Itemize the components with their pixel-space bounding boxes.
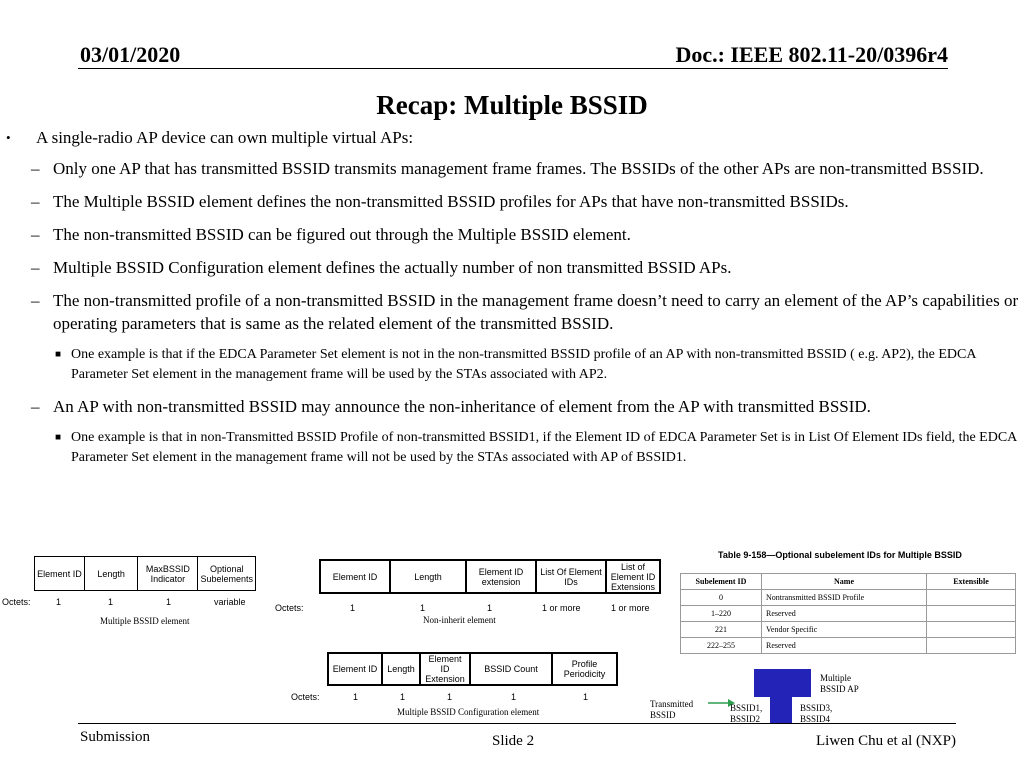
field-format-table (327, 652, 618, 686)
table-title: Table 9-158—Optional subelement IDs for Multiple BSSID (718, 550, 962, 560)
bullet-text: Multiple BSSID Configuration element defines the actually number of non transmitted BSSID APs. (53, 258, 732, 277)
table-row (681, 590, 1016, 606)
bullet-text: One example is that if the EDCA Parameter Set element is not in the non-transmitted BSSID profile of an AP with non-transmitted BSSID ( e.g. AP2), the EDCA Parameter Set element in the management frame will be used by the STAs associated with AP2. (71, 347, 976, 382)
field-cell: Element ID (328, 653, 382, 685)
octet-value: 1 (511, 692, 517, 702)
bullet-text: An AP with non-transmitted BSSID may announce the non-inheritance of element from the AP with transmitted BSSID. (53, 397, 871, 416)
bullet-list (6, 126, 1022, 478)
header-date: 03/01/2020 (80, 42, 181, 67)
octet-value: 1 or more (611, 603, 650, 613)
sub-bullet-item (6, 395, 1022, 418)
table-header-row (681, 574, 1016, 590)
octets-label: Octets: (275, 603, 304, 613)
octet-value: 1 (420, 603, 426, 613)
header-doc-id: Doc.: IEEE 802.11-20/0396r4 (675, 42, 948, 67)
octet-value: 1 (487, 603, 493, 613)
field-cell: Optional Subelements (198, 557, 256, 591)
dash-icon: – (31, 192, 40, 211)
octet-value: 1 (583, 692, 589, 702)
field-cell: MaxBSSID Indicator (138, 557, 198, 591)
table-cell: Nontransmitted BSSID Profile (762, 590, 927, 606)
bssid-block (770, 697, 792, 723)
bullet-text: The non-transmitted profile of a non-transmitted BSSID in the management frame doesn’t need to carry an element of the AP’s capabilities or operating parameters that is same as the related element of the transmitted BSSID. (53, 291, 1019, 333)
bullet-text: Only one AP that has transmitted BSSID transmits management frame frames. The BSSIDs of the other APs are non-transmitted BSSID. (53, 159, 984, 178)
bullet-text: A single-radio AP device can own multiple virtual APs: (36, 128, 414, 147)
sub-bullet-item (6, 256, 1022, 279)
sub-sub-bullet-item (6, 345, 1022, 385)
octet-value: 1 (108, 597, 114, 607)
field-cell: Element ID (35, 557, 85, 591)
field-cell: Element ID extension (466, 560, 536, 593)
figure-caption: Non-inherit element (423, 615, 496, 625)
sub-bullet-item (6, 157, 1022, 180)
column-header: Extensible (927, 574, 1016, 590)
bullet-dot-icon: • (6, 130, 11, 145)
octet-value: 1 (56, 597, 62, 607)
bullet-text: The non-transmitted BSSID can be figured out through the Multiple BSSID element. (53, 225, 631, 244)
octet-value: variable (214, 597, 246, 607)
bssid-group-label: BSSID1, BSSID2 (730, 703, 763, 724)
table-cell: Reserved (762, 638, 927, 654)
sub-bullet-item (6, 190, 1022, 213)
field-cell: Profile Periodicity (552, 653, 617, 685)
slide-title: Recap: Multiple BSSID (376, 90, 648, 120)
octet-value: 1 (350, 603, 356, 613)
field-cell: BSSID Count (470, 653, 552, 685)
sub-bullet-item (6, 289, 1022, 335)
octet-value: 1 (447, 692, 453, 702)
octet-value: 1 (353, 692, 359, 702)
dash-icon: – (31, 159, 40, 178)
octets-label: Octets: (291, 692, 320, 702)
octet-value: 1 (166, 597, 172, 607)
field-cell: Length (382, 653, 420, 685)
field-cell: Element ID Extension (420, 653, 470, 685)
dash-icon: – (31, 397, 40, 416)
figure-caption: Multiple BSSID element (100, 616, 190, 626)
bssid-group-label: BSSID3, BSSID4 (800, 703, 833, 724)
footer-submission: Submission (80, 729, 151, 745)
field-cell: Length (390, 560, 466, 593)
table-cell: Reserved (762, 606, 927, 622)
bullet-text: The Multiple BSSID element defines the non-transmitted BSSID profiles for APs that have non-transmitted BSSIDs. (53, 192, 849, 211)
field-format-table (319, 559, 661, 594)
table-cell: 222–255 (681, 638, 762, 654)
dash-icon: – (31, 291, 40, 310)
square-bullet-icon: ■ (55, 349, 62, 360)
table-cell (927, 638, 1016, 654)
bullet-text: One example is that in non-Transmitted BSSID Profile of non-transmitted BSSID1, if the Element ID of EDCA Parameter Set is in List Of Element IDs field, the EDCA Parameter Set element in the management frame will not be used by the STAs associated with AP of BSSID1. (71, 430, 1017, 465)
field-format-table (34, 556, 256, 591)
dash-icon: – (31, 258, 40, 277)
octet-value: 1 (400, 692, 406, 702)
subelement-table (680, 573, 1016, 654)
column-header: Subelement ID (681, 574, 762, 590)
footer-divider (78, 723, 956, 724)
header-divider (78, 68, 948, 69)
field-cell: List of Element ID Extensions (606, 560, 660, 593)
column-header: Name (762, 574, 927, 590)
field-cell: Element ID (320, 560, 390, 593)
table-row (681, 622, 1016, 638)
dash-icon: – (31, 225, 40, 244)
table-cell: 0 (681, 590, 762, 606)
figure-caption: Multiple BSSID Configuration element (397, 707, 540, 717)
octets-label: Octets: (2, 597, 31, 607)
table-cell: Vendor Specific (762, 622, 927, 638)
table-row (681, 606, 1016, 622)
square-bullet-icon: ■ (55, 432, 62, 443)
footer-author: Liwen Chu et al (NXP) (816, 733, 956, 749)
octet-value: 1 or more (542, 603, 581, 613)
table-cell (927, 590, 1016, 606)
sub-bullet-item (6, 223, 1022, 246)
table-cell (927, 622, 1016, 638)
field-cell: Length (84, 557, 137, 591)
ap-label: Multiple BSSID AP (820, 673, 859, 694)
bullet-item (6, 126, 1022, 149)
sub-sub-bullet-item (6, 428, 1022, 468)
transmitted-bssid-label: Transmitted BSSID (650, 699, 694, 720)
field-cell: List Of Element IDs (536, 560, 606, 593)
table-cell: 221 (681, 622, 762, 638)
multiple-bssid-ap-block (754, 669, 811, 697)
slide-number: Slide 2 (492, 733, 535, 749)
table-cell: 1–220 (681, 606, 762, 622)
table-cell (927, 606, 1016, 622)
table-row (681, 638, 1016, 654)
